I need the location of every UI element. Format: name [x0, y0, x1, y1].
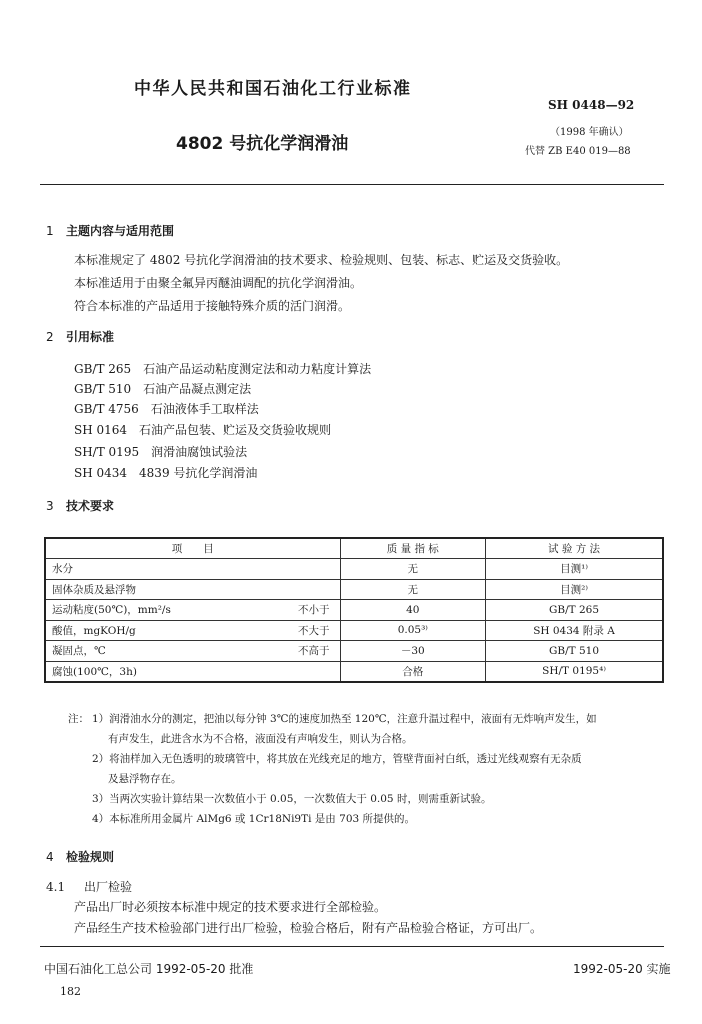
- method-cell: 目测¹⁾: [486, 559, 663, 580]
- value-cell: 0.05³⁾: [340, 620, 486, 641]
- section-2-heading: [46, 328, 114, 345]
- item-name: 腐蚀(100℃，3h): [52, 665, 137, 678]
- section-4-heading: [46, 848, 114, 865]
- item-name: 水分: [52, 563, 73, 576]
- reference-item: SH 0434 4839 号抗化学润滑油: [74, 466, 258, 480]
- paragraph: 本标准规定了 4802 号抗化学润滑油的技术要求、检验规则、包装、标志、贮运及交货验收。: [74, 253, 569, 267]
- item-cell: [45, 661, 340, 682]
- approval-info: 中国石油化工总公司 1992-05-20 批准: [44, 962, 254, 976]
- subsection-title: 出厂检验: [84, 880, 133, 894]
- table-row: [45, 559, 663, 580]
- method-cell: GB/T 265: [486, 600, 663, 621]
- note-line: 2）将油样加入无色透明的玻璃管中，将其放在光线充足的地方，管壁背面衬白纸，透过光线观察有无杂质: [92, 753, 582, 765]
- item-name: 固体杂质及悬浮物: [52, 583, 136, 596]
- section-number: 2: [46, 330, 54, 344]
- reference-item: GB/T 265 石油产品运动粘度测定法和动力粘度计算法: [74, 362, 372, 376]
- note-line: 有声发生，此进含水为不合格，液面没有声响发生，则认为合格。: [108, 733, 413, 745]
- value-cell: 无: [340, 559, 486, 580]
- item-cell: [45, 579, 340, 600]
- item-condition: 不大于: [298, 624, 330, 637]
- table-row: [45, 579, 663, 600]
- item-condition: [330, 561, 334, 576]
- value-cell: －30: [340, 641, 486, 662]
- item-condition: [330, 664, 334, 679]
- item-condition: 不高于: [298, 645, 330, 658]
- section-1-heading: [46, 222, 174, 239]
- paragraph: 本标准适用于由聚全氟异丙醚油调配的抗化学润滑油。: [74, 276, 363, 290]
- value-cell: 无: [340, 579, 486, 600]
- reference-item: SH 0164 石油产品包装、贮运及交货验收规则: [74, 423, 332, 437]
- note-line: 及悬浮物存在。: [108, 773, 182, 785]
- reference-item: GB/T 510 石油产品凝点测定法: [74, 382, 252, 396]
- table-row: [45, 620, 663, 641]
- section-title: 检验规则: [66, 850, 115, 864]
- item-cell: [45, 620, 340, 641]
- header-divider: [40, 184, 664, 185]
- reference-item: SH/T 0195 润滑油腐蚀试验法: [74, 445, 248, 459]
- section-number: 4: [46, 850, 54, 864]
- item-condition: 不小于: [298, 604, 330, 617]
- section-3-heading: [46, 497, 114, 514]
- item-cell: [45, 641, 340, 662]
- effective-date: 1992-05-20 实施: [573, 962, 671, 976]
- replaces-note: 代替 ZB E40 019—88: [525, 146, 631, 157]
- column-header: 项 目: [45, 538, 340, 559]
- column-header: 质 量 指 标: [340, 538, 486, 559]
- subsection-number: 4.1: [46, 880, 66, 894]
- note-line: 1）润滑油水分的测定，把油以每分钟 3℃的速度加热至 120℃，注意升温过程中，液面有无炸响声发生，如: [92, 713, 597, 725]
- note-line: 3）当两次实验计算结果一次数值小于 0.05，一次数值大于 0.05 时，则需重新试验。: [92, 793, 492, 805]
- page-number: 182: [60, 985, 81, 998]
- section-title: 引用标准: [66, 330, 115, 344]
- method-cell: SH 0434 附录 A: [486, 620, 663, 641]
- item-cell: [45, 600, 340, 621]
- table-row: [45, 661, 663, 682]
- subsection-4-1-heading: [46, 878, 132, 895]
- item-name: 酸值，mgKOH/g: [52, 624, 136, 637]
- section-number: 3: [46, 499, 54, 513]
- confirmation-note: （1998 年确认）: [550, 127, 629, 138]
- item-name: 运动粘度(50℃)，mm²/s: [52, 604, 171, 617]
- section-number: 1: [46, 224, 54, 238]
- section-title: 主题内容与适用范围: [66, 224, 175, 238]
- item-cell: [45, 559, 340, 580]
- footer-divider: [40, 946, 664, 947]
- item-name: 凝固点，℃: [52, 645, 106, 658]
- method-cell: SH/T 0195⁴⁾: [486, 661, 663, 682]
- column-header: 试 验 方 法: [486, 538, 663, 559]
- value-cell: 合格: [340, 661, 486, 682]
- note-line: 4）本标准所用金属片 AlMg6 或 1Cr18Ni9Ti 是由 703 所提供的。: [92, 813, 416, 825]
- item-condition: [330, 582, 334, 597]
- document-title: 4802 号抗化学润滑油: [176, 134, 349, 154]
- paragraph: 产品经生产技术检验部门进行出厂检验，检验合格后，附有产品检验合格证，方可出厂。: [74, 921, 543, 935]
- reference-item: GB/T 4756 石油液体手工取样法: [74, 402, 259, 416]
- paragraph: 产品出厂时必须按本标准中规定的技术要求进行全部检验。: [74, 900, 387, 914]
- standard-number: SH 0448—92: [548, 98, 635, 112]
- notes-label: 注：: [68, 713, 89, 725]
- value-cell: 40: [340, 600, 486, 621]
- table-header-row: [45, 538, 663, 559]
- method-cell: GB/T 510: [486, 641, 663, 662]
- paragraph: 符合本标准的产品适用于接触特殊介质的活门润滑。: [74, 299, 351, 313]
- table-row: [45, 641, 663, 662]
- method-cell: 目测²⁾: [486, 579, 663, 600]
- standard-series-title: 中华人民共和国石油化工行业标准: [134, 79, 412, 99]
- section-title: 技术要求: [66, 499, 115, 513]
- table-row: [45, 600, 663, 621]
- technical-requirements-table: [44, 537, 664, 683]
